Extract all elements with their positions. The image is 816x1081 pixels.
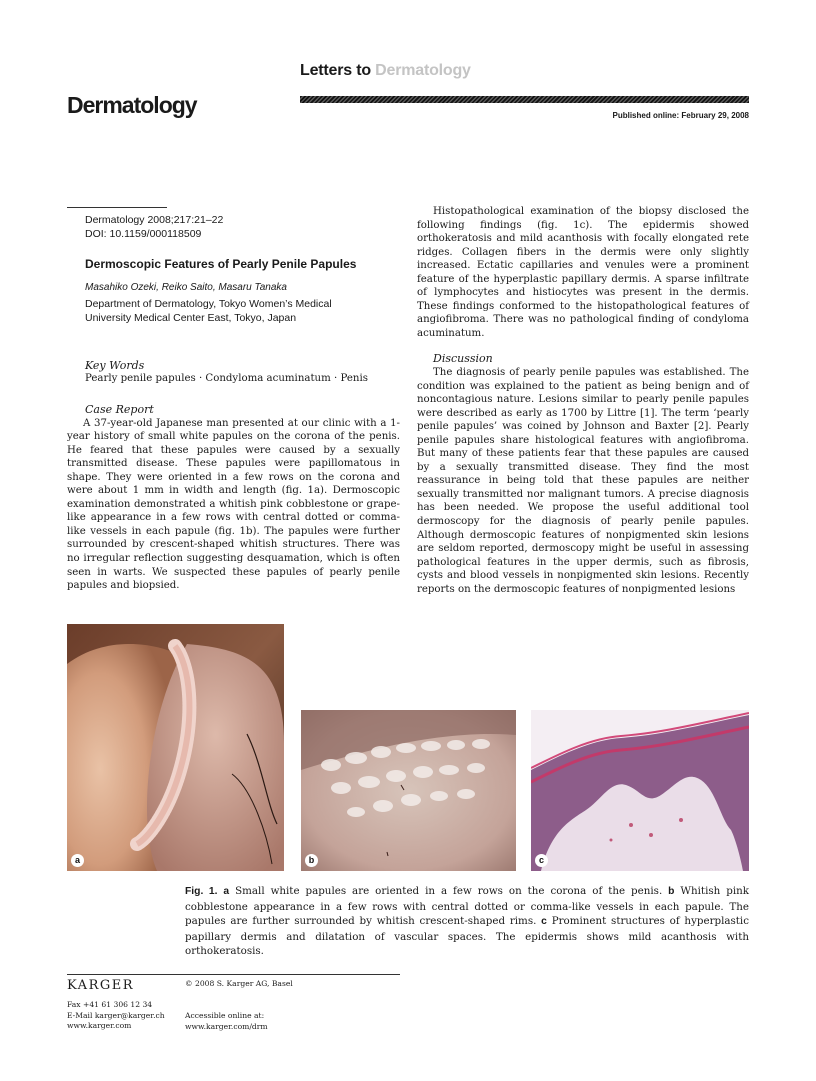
caption-c-text: Prominent structures of hyperplastic papillary dermis and dilatation of vascular spaces. The epidermis shows mild acanthosis with orthokeratosis. [185, 915, 749, 957]
right-column [417, 205, 749, 596]
histology-image [531, 710, 749, 871]
figure-panel-a [67, 624, 284, 871]
caption-letter-b: b [668, 886, 675, 897]
doi: DOI: 10.1159/000118509 [85, 228, 202, 240]
access-label: Accessible online at: [185, 1011, 265, 1020]
access-info [185, 1011, 268, 1032]
keywords-heading: Key Words [85, 359, 145, 372]
histopathology-paragraph: Histopathological examination of the biopsy disclosed the following findings (fig. 1c). The epidermis showed orthokeratosis and mild acanthosis with focally elongated rete ridges. Collagen fibers in the dermis were only slightly increased. Ectatic capillaries and venules were a prominent feature of the hyperplastic papillary dermis. A sparse infiltrate of lymphocytes and histiocytes was present in the dermis. These findings conformed to the histopathological features of angiofibroma. There was no pathological finding of condyloma acuminatum. [417, 206, 749, 339]
panel-label-a: a [71, 854, 84, 867]
copyright: © 2008 S. Karger AG, Basel [185, 979, 293, 988]
case-report-heading: Case Report [85, 403, 154, 416]
affiliation-line: University Medical Center East, Tokyo, Japan [85, 312, 297, 324]
caption-letter-c: c [541, 916, 547, 927]
series-journal: Dermatology [375, 62, 471, 79]
panel-label-c: c [535, 854, 548, 867]
caption-a-text: Small white papules are oriented in a few rows on the corona of the penis. [235, 885, 663, 897]
publisher-logo: KARGER [67, 978, 135, 993]
affiliation [85, 297, 385, 325]
publisher-contact [67, 1000, 165, 1032]
website[interactable]: www.karger.com [67, 1021, 132, 1030]
email[interactable]: E-Mail karger@karger.ch [67, 1010, 165, 1020]
clinical-photo [67, 624, 284, 871]
caption-b-text: Whitish pink cobblestone appearance in a few rows with central dotted or comma-like vessels in each papule. The papules are further surrounded by whitish crescent-shaped rims. [185, 885, 749, 927]
caption-letter-a: a [223, 886, 230, 897]
keywords-text: Pearly penile papules · Condyloma acuminatum · Penis [85, 373, 368, 384]
journal-logo: Dermatology [67, 92, 197, 118]
figure-caption [185, 884, 749, 959]
published-date: Published online: February 29, 2008 [612, 111, 749, 120]
citation: Dermatology 2008;217:21–22 [85, 214, 224, 226]
figure-panel-c [531, 710, 749, 871]
case-report-text: A 37-year-old Japanese man presented at our clinic with a 1-year history of small white papules on the corona of the penis. He feared that these papules were caused by a sexually transmitted disease. These papules were papillomatous in shape. They were oriented in a few rows on the corona and were about 1 mm in width and length (fig. 1a). Dermoscopic examination demonstrated a whitish pink cobblestone or grape-like appearance in a few rows with central dotted or comma-like vessels in each papule (fig. 1b). The papules were further surrounded by crescent-shaped whitish structures. There was no irregular reflection suggesting desquamation, which is often seen in warts. We suspected these papules of pearly penile papules and biopsied. [67, 417, 400, 592]
footer-rule [67, 974, 400, 975]
access-url[interactable]: www.karger.com/drm [185, 1021, 268, 1031]
series-prefix: Letters to [300, 62, 371, 79]
case-report-section [67, 403, 400, 593]
keywords-section [85, 359, 399, 386]
figure-panel-b [301, 710, 516, 871]
article-title: Dermoscopic Features of Pearly Penile Papules [85, 257, 357, 271]
affiliation-line: Department of Dermatology, Tokyo Women’s Medical [85, 298, 332, 310]
series-title [300, 62, 471, 80]
dermoscopy-image [301, 710, 516, 871]
header-hatch-bar [300, 96, 749, 103]
panel-label-b: b [305, 854, 318, 867]
discussion-heading: Discussion [433, 352, 493, 366]
caption-label: Fig. 1. [185, 886, 218, 897]
fax: Fax +41 61 306 12 34 [67, 1000, 153, 1009]
discussion-paragraph: The diagnosis of pearly penile papules was established. The condition was explained to the patient as being benign and of noncontagious nature. Lesions similar to pearly penile papules were described as early as 1700 by Littre [1]. The term ‘pearly penile papules’ was coined by Johnson and Baxter [2]. Pearly penile papules share histological features with angiofibroma. But many of these patients fear that these papules are caused by a sexually transmitted disease. They find the most reassurance in being told that these papules are neither sexually transmitted nor malignant tumors. A precise diagnosis has been needed. We propose the useful additional tool dermoscopy for the diagnosis of pearly penile papules. Although dermoscopic features of nonpigmented skin lesions are seldom reported, dermoscopy might be useful in assessing pathological features in the upper dermis, such as fibrosis, cysts and blood vessels in nonpigmented skin lesions. Recently reports on the dermoscopic features of nonpigmented lesions [417, 367, 749, 595]
authors: Masahiko Ozeki, Reiko Saito, Masaru Tanaka [85, 282, 287, 293]
meta-rule [67, 207, 167, 208]
